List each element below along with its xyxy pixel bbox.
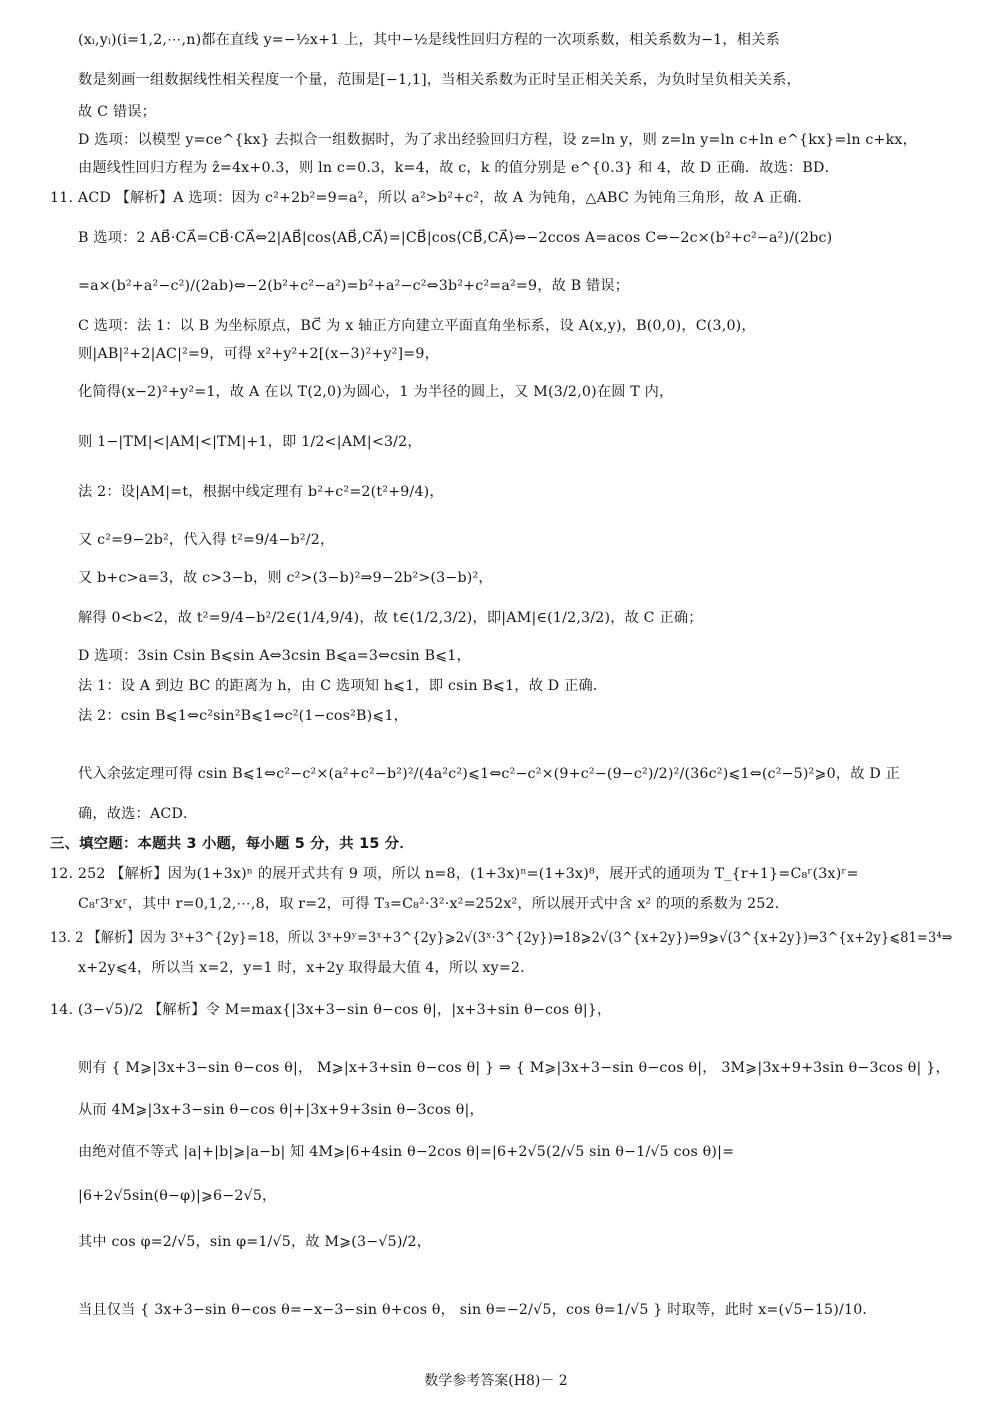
text-line: 化简得(x−2)²+y²=1，故 A 在以 T(2,0)为圆心，1 为半径的圆上，又 M(3/2,0)在圆 T 内，: [78, 384, 674, 400]
text-line: 法 2：csin B⩽1⇔c²sin²B⩽1⇔c²(1−cos²B)⩽1，: [78, 708, 409, 724]
text-line: C₈ʳ3ʳxʳ，其中 r=0,1,2,⋯,8，取 r=2，可得 T₃=C₈²·3²·x²=252x²，所以展开式中含 x² 的项的系数为 252．: [78, 896, 790, 912]
text-line: 解得 0<b<2，故 t²=9/4−b²/2∈(1/4,9/4)，故 t∈(1/2,3/2)，即|AM|∈(1/2,3/2)，故 C 正确；: [78, 610, 703, 626]
text-line: 12. 252 【解析】因为(1+3x)ⁿ 的展开式共有 9 项，所以 n=8，(1+3x)ⁿ=(1+3x)⁸，展开式的通项为 T_{r+1}=C₈ʳ(3x)ʳ=: [50, 866, 859, 882]
text-line: C 选项：法 1：以 B 为坐标原点，BC⃗ 为 x 轴正方向建立平面直角坐标系，设 A(x,y)，B(0,0)，C(3,0)，: [78, 318, 756, 334]
text-line: 则|AB|²+2|AC|²=9，可得 x²+y²+2[(x−3)²+y²]=9，: [78, 346, 439, 362]
text-line: 14. (3−√5)/2 【解析】令 M=max{|3x+3−sin θ−cos θ|，|x+3+sin θ−cos θ|}，: [50, 1002, 612, 1018]
text-line: 故 C 错误；: [78, 104, 157, 120]
text-line: 11. ACD 【解析】A 选项：因为 c²+2b²=9=a²，所以 a²>b²+c²，故 A 为钝角，△ABC 为钝角三角形，故 A 正确．: [50, 190, 812, 206]
text-line: 由绝对值不等式 |a|+|b|⩾|a−b| 知 4M⩾|6+4sin θ−2cos θ|=|6+2√5(2/√5 sin θ−1/√5 cos θ)|=: [78, 1144, 735, 1160]
text-line: |6+2√5sin(θ−φ)|⩾6−2√5，: [78, 1188, 277, 1204]
text-line: 又 b+c>a=3，故 c>3−b，则 c²>(3−b)²⇒9−2b²>(3−b)²，: [78, 570, 493, 586]
text-line: B 选项：2 AB⃗·CA⃗=CB⃗·CA⃗⇔2|AB⃗|cos⟨AB⃗,CA⃗⟩=|CB⃗|cos⟨CB⃗,CA⃗⟩⇔−2ccos A=acos C⇔−2c×(b²+c²−a²)/(2bc): [78, 230, 833, 246]
text-line: 13. 2 【解析】因为 3ˣ+3^{2y}=18，所以 3ˣ+9ʸ=3ˣ+3^{2y}⩾2√(3ˣ·3^{2y})⇒18⩾2√(3^{x+2y})⇒9⩾√(3^{x+2y})⇒3^{x+2y}⩽81=3⁴⇒: [50, 930, 953, 946]
text-line: 代入余弦定理可得 csin B⩽1⇔c²−c²×(a²+c²−b²)²/(4a²c²)⩽1⇔c²−c²×(9+c²−(9−c²)/2)²/(36c²)⩽1⇔(c²−5)²⩾0，故 D 正: [78, 766, 901, 782]
text-line: 确，故选：ACD．: [78, 806, 198, 822]
text-line: 其中 cos φ=2/√5，sin φ=1/√5，故 M⩾(3−√5)/2，: [78, 1234, 432, 1250]
text-line: x+2y⩽4，所以当 x=2，y=1 时，x+2y 取得最大值 4，所以 xy=2．: [78, 960, 535, 976]
text-line: 法 2：设|AM|=t，根据中线定理有 b²+c²=2(t²+9/4)，: [78, 484, 444, 500]
page-footer: 数学参考答案(H8)－ 2: [424, 1373, 568, 1389]
text-line: (xᵢ,yᵢ)(i=1,2,⋯,n)都在直线 y=−½x+1 上，其中−½是线性回归方程的一次项系数，相关系数为−1，相关系: [78, 32, 780, 48]
text-line: 又 c²=9−2b²，代入得 t²=9/4−b²/2，: [78, 532, 335, 548]
text-line: 法 1：设 A 到边 BC 的距离为 h，由 C 选项知 h⩽1，即 csin B⩽1，故 D 正确．: [78, 678, 608, 694]
text-line: 三、填空题：本题共 3 小题，每小题 5 分，共 15 分．: [50, 836, 414, 852]
text-line: 从而 4M⩾|3x+3−sin θ−cos θ|+|3x+9+3sin θ−3cos θ|，: [78, 1102, 484, 1118]
text-line: 则有 { M⩾|3x+3−sin θ−cos θ|， M⩾|x+3+sin θ−cos θ| } ⇒ { M⩾|3x+3−sin θ−cos θ|， 3M⩾|3x+9+3sin θ−3cos θ| }，: [78, 1060, 950, 1076]
text-line: 数是刻画一组数据线性相关程度一个量，范围是[−1,1]，当相关系数为正时呈正相关关系，为负时呈负相关关系，: [78, 72, 801, 88]
text-line: 由题线性回归方程为 ẑ=4x+0.3，则 ln c=0.3，k=4，故 c，k 的值分别是 e^{0.3} 和 4，故 D 正确．故选：BD．: [78, 160, 839, 176]
text-line: D 选项：以模型 y=ce^{kx} 去拟合一组数据时，为了求出经验回归方程，设 z=ln y，则 z=ln y=ln c+ln e^{kx}=ln c+kx，: [78, 132, 917, 148]
text-line: 则 1−|TM|<|AM|<|TM|+1，即 1/2<|AM|<3/2，: [78, 434, 422, 450]
text-line: 当且仅当 { 3x+3−sin θ−cos θ=−x−3−sin θ+cos θ， sin θ=−2/√5，cos θ=1/√5 } 时取等，此时 x=(√5−15)/10．: [78, 1302, 877, 1318]
text-line: =a×(b²+a²−c²)/(2ab)⇔−2(b²+c²−a²)=b²+a²−c²⇔3b²+c²=a²=9，故 B 错误；: [78, 278, 630, 294]
text-line: D 选项：3sin Csin B⩽sin A⇔3csin B⩽a=3⇔csin B⩽1，: [78, 648, 471, 664]
